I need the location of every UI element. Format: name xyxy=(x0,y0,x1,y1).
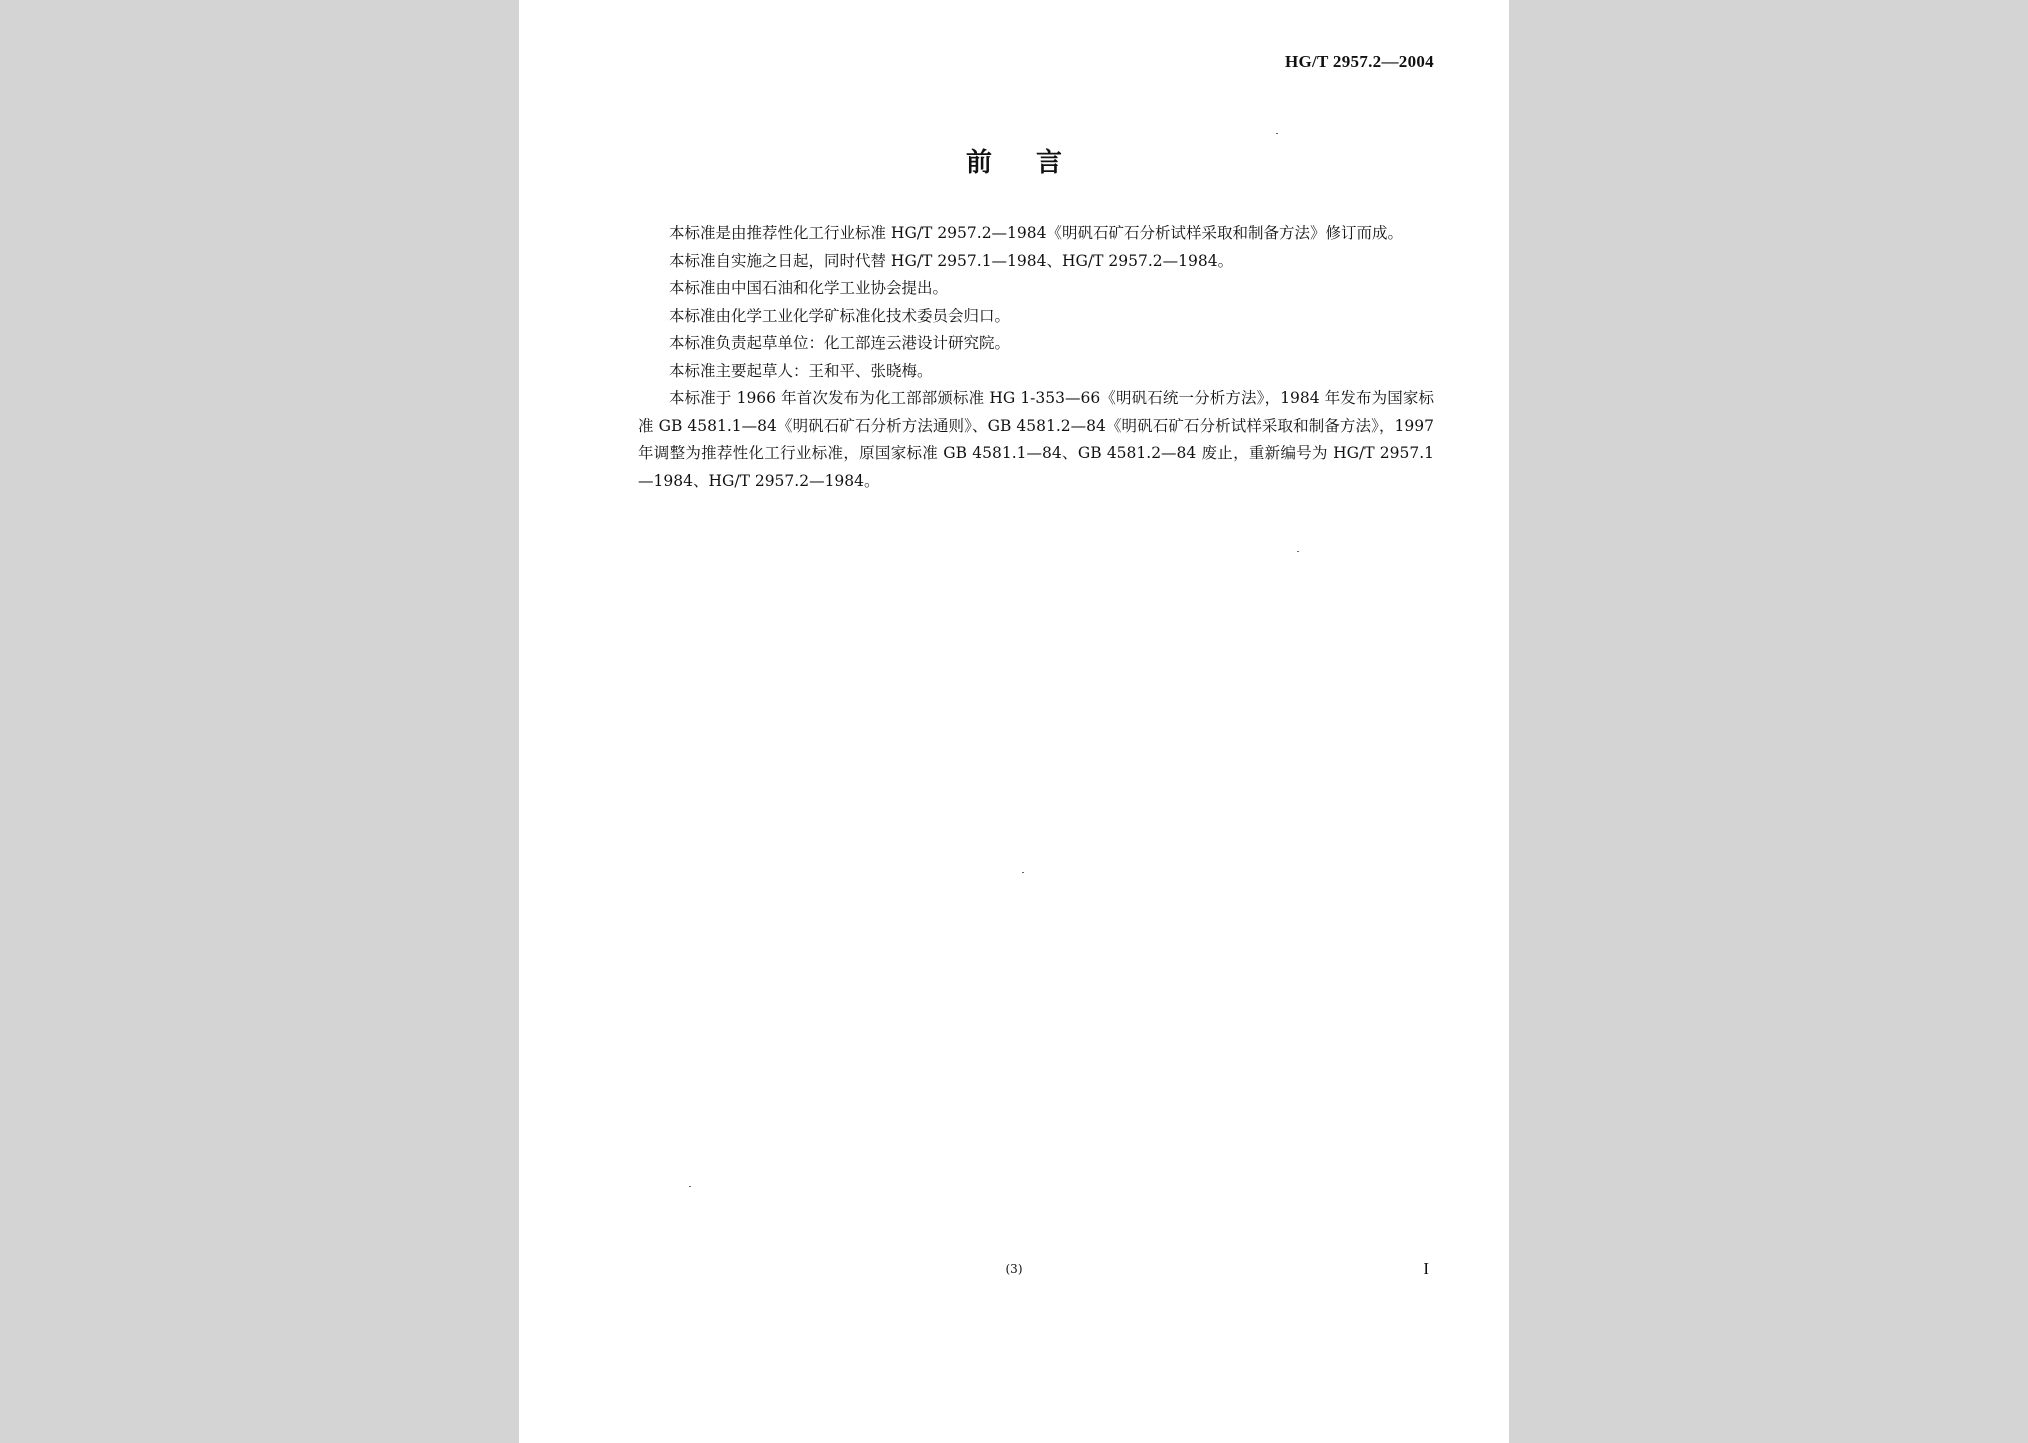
paragraph: 本标准自实施之日起，同时代替 HG/T 2957.1—1984、HG/T 2957.2—1984。 xyxy=(669,251,1234,270)
paragraph: 本标准于 1966 年首次发布为化工部部颁标准 HG 1-353—66《明矾石统一分析方法》，1984 年发布为国家标准 GB 4581.1—84《明矾石矿石分析方法通则》、GB 4581.2—84《明矾石矿石分析试样采取和制备方法》，1997 年调整为推荐性化工行业标准，原国家标准 GB 4581.1—84、GB 4581.2—84 废止，重新编号为 HG/T 2957.1—1984、HG/T 2957.2—1984。 xyxy=(638,389,1434,490)
foreword-body xyxy=(638,220,1434,495)
document-page xyxy=(519,0,1509,1443)
paragraph: 本标准由化学工业化学矿标准化技术委员会归口。 xyxy=(669,306,1011,325)
page-title: 前言 xyxy=(965,148,1106,178)
scan-speck xyxy=(1276,133,1278,134)
standard-code: HG/T 2957.2—2004 xyxy=(1284,52,1434,71)
paragraph: 本标准负责起草单位：化工部连云港设计研究院。 xyxy=(669,334,1011,352)
paragraph: 本标准主要起草人：王和平、张晓梅。 xyxy=(669,361,933,380)
page-number: I xyxy=(1423,1259,1429,1278)
paragraph: 本标准由中国石油和化学工业协会提出。 xyxy=(669,279,949,297)
scan-speck xyxy=(689,1186,691,1187)
folio-number: (3) xyxy=(1005,1262,1023,1276)
scan-speck xyxy=(1297,551,1299,552)
paragraph: 本标准是由推荐性化工行业标准 HG/T 2957.2—1984《明矾石矿石分析试样采取和制备方法》修订而成。 xyxy=(669,224,1403,242)
scan-speck xyxy=(1022,872,1024,873)
